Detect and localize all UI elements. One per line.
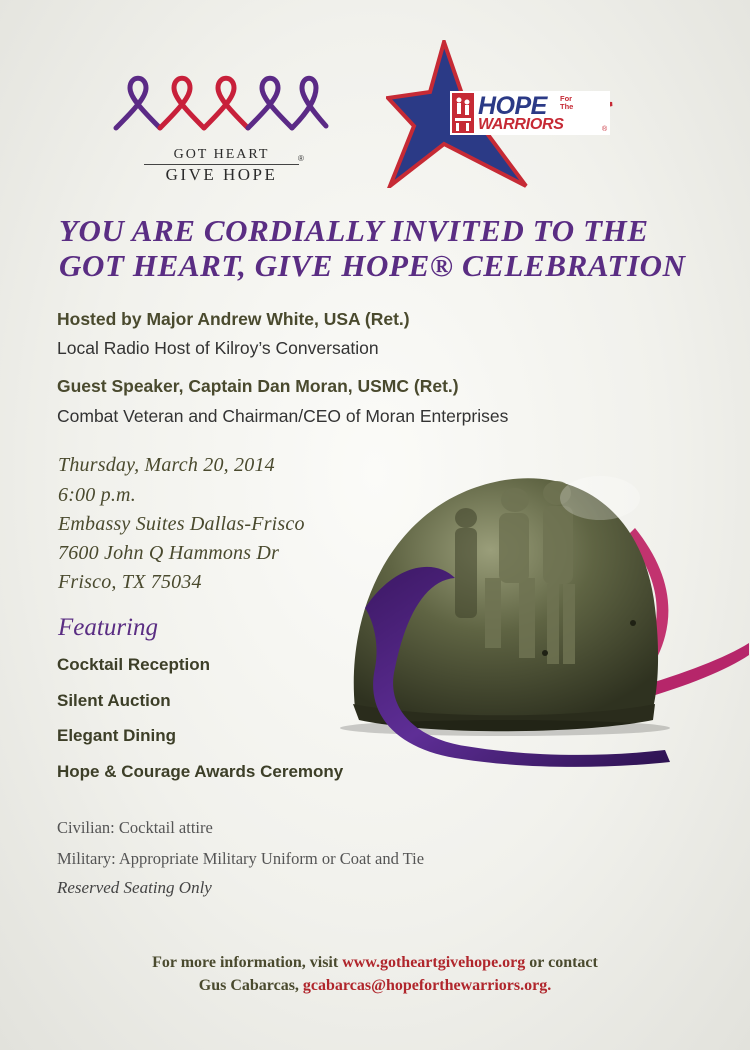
logo-registered-mark: ® [298, 154, 304, 163]
feature-item: Hope & Courage Awards Ceremony [57, 762, 344, 781]
logo-word-for-the: For The [560, 94, 574, 111]
reserved-seating-note: Reserved Seating Only [57, 878, 212, 897]
got-heart-give-hope-logo [108, 68, 333, 186]
logo-word-warriors: WARRIORS [478, 116, 564, 133]
speaker-subtitle: Combat Veteran and Chairman/CEO of Moran Enterprises [57, 406, 509, 426]
headline-line-2: GOT HEART, GIVE HOPE® CELEBRATION [59, 248, 686, 283]
footer-text: For more information, visit [152, 954, 343, 971]
host-title: Hosted by Major Andrew White, USA (Ret.) [57, 309, 410, 329]
dress-civilian: Civilian: Cocktail attire [57, 818, 213, 837]
event-city: Frisco, TX 75034 [58, 571, 202, 593]
footer-text: or contact [525, 954, 598, 971]
ribbons-icon [108, 68, 333, 148]
featuring-heading: Featuring [58, 614, 158, 641]
logo-line-give-hope: GIVE HOPE [165, 165, 278, 184]
hope-for-the-warriors-logo [386, 40, 622, 188]
event-street: 7600 John Q Hammons Dr [58, 542, 280, 564]
email-link[interactable]: gcabarcas@hopeforthewarriors.org. [302, 977, 552, 994]
speaker-title: Guest Speaker, Captain Dan Moran, USMC (Ret.) [57, 376, 459, 396]
event-date: Thursday, March 20, 2014 [58, 454, 275, 476]
headline-line-1: YOU ARE CORDIALLY INVITED TO THE [59, 213, 649, 248]
logo-registered-mark: ® [602, 126, 608, 133]
logo-word-hope: HOPE [478, 92, 547, 120]
feature-item: Cocktail Reception [57, 655, 211, 674]
helmet-illustration [335, 458, 750, 773]
dress-military: Military: Appropriate Military Uniform or Coat and Tie [57, 849, 425, 868]
footer-line-1 [0, 954, 750, 972]
feature-item: Elegant Dining [57, 726, 176, 745]
footer-line-2 [0, 977, 750, 995]
footer-text: Gus Cabarcas, [198, 977, 303, 994]
logo-line-got-heart: GOT HEART [173, 147, 270, 162]
website-link[interactable]: www.gotheartgivehope.org [342, 954, 526, 971]
event-venue: Embassy Suites Dallas-Frisco [58, 513, 305, 535]
event-time: 6:00 p.m. [58, 484, 136, 506]
host-subtitle: Local Radio Host of Kilroy’s Conversation [57, 338, 379, 358]
feature-item: Silent Auction [57, 691, 171, 710]
